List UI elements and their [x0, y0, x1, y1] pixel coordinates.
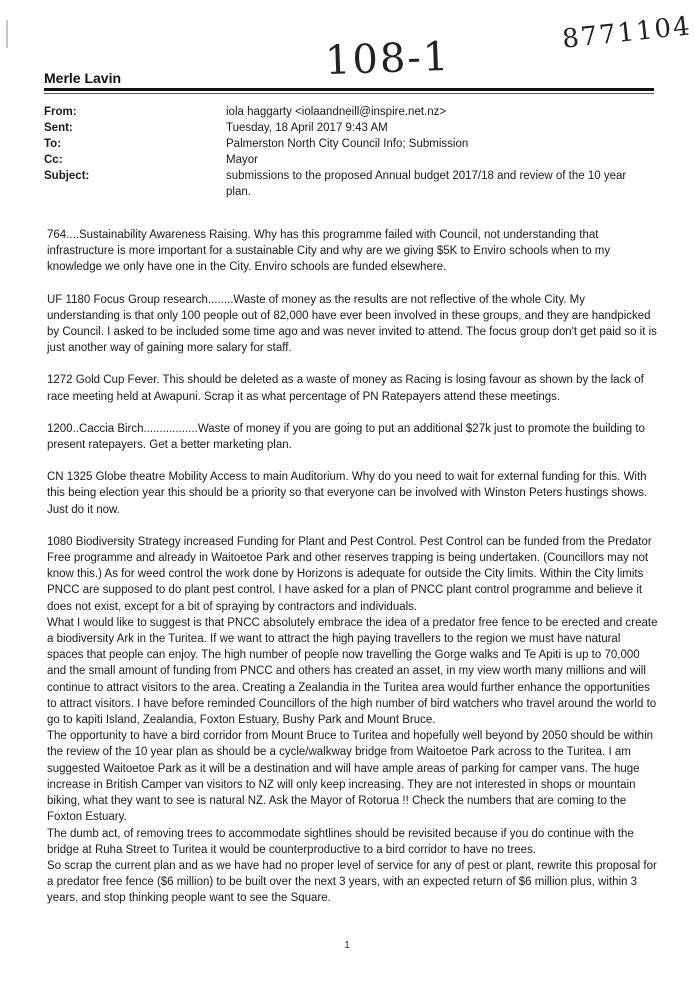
paragraph-gold-cup: 1272 Gold Cup Fever. This should be deleted as a waste of money as Racing is losing favour as shown by the lack of race meeting held at Awapuni. Scrap it as what percentage of PN Ratepayers attend these meetings. — [47, 374, 644, 403]
handwritten-document-id: 8771104 — [560, 11, 694, 55]
paragraph-caccia-birch: 1200..Caccia Birch.................Waste of money if you are going to put an additional $27k just to promote the building to present ratepayers. Get a better marketing plan. — [47, 422, 645, 452]
sent-row — [44, 120, 654, 136]
header-rule-thin — [44, 93, 654, 94]
paragraph-bird-corridor: The opportunity to have a bird corridor from Mount Bruce to Turitea and hopefully well beyond by 2050 should be within the review of the 10 year plan as should be a cycle/walkway bridge from Waitoetoe Park across to the Turitea. I am suggested Waitoetoe Park as it will be a destination and will have ample areas of parking for camper vans. The huge increase in British Camper van visitors to NZ will only keep increasing. They are not interested in shops or mountain biking, what they want to see is natural NZ. Ask the Mayor of Rotorua !! Check the numbers that are coming to the Foxton Estuary. — [47, 730, 654, 824]
scan-artifact — [6, 20, 8, 48]
paragraph-focus-group: UF 1180 Focus Group research........Waste of money as the results are not reflective of the whole City. My understanding is that only 100 people out of 82,000 have ever been involved in these groups, and they are handpicked by Council. I asked to be included some time ago and was never invited to attend. The focus group don't get paid so it is just another way of gaining more salary for staff. — [47, 293, 657, 355]
from-value: iola haggarty <iolaandneill@inspire.net.nz> — [226, 106, 447, 118]
subject-value: submissions to the proposed Annual budget 2017/18 and review of the 10 year plan. — [226, 170, 627, 198]
cc-label: Cc: — [44, 154, 63, 166]
subject-row — [44, 168, 654, 200]
sent-label: Sent: — [44, 122, 73, 134]
cc-value: Mayor — [226, 154, 258, 166]
paragraph-conclusion: So scrap the current plan and as we have had no proper level of service for any of pest or plant, rewrite this proposal for a predator free fence ($6 million) to be built over the next 3 years, with an expected return of $6 million plus, within 3 years, and stop thinking people want to see the Square. — [47, 859, 657, 905]
page-number: 1 — [344, 940, 350, 951]
paragraph-biodiversity: 1080 Biodiversity Strategy increased Funding for Plant and Pest Control. Pest Control can be funded from the Predator Free programme and already in Waitoetoe Park and other reserves trapping is being undertaken. (Councillors may not know this.) As for weed control the work done by Horizons is adequate for outside the City limits. Within the City limits PNCC are supposed to do plant pest control. I have asked for a plan of PNCC plant control programme and believe it does not exist, except for a bit of spraying by contractors and individuals. — [47, 535, 652, 613]
subject-label: Subject: — [44, 170, 90, 182]
header-rule — [44, 88, 654, 91]
email-body — [47, 227, 659, 907]
from-label: From: — [44, 106, 77, 118]
paragraph-sustainability: 764....Sustainability Awareness Raising. Why has this programme failed with Council, not understanding that infrastructure is more important for a sustainable City and why are we giving $5K to Enviro schools when to my knowledge we only have one in the City. Enviro schools are funded elsewhere. — [47, 229, 611, 274]
paragraph-globe-theatre: CN 1325 Globe theatre Mobility Access to main Auditorium. Why do you need to wait for external funding for this. With this being election year this should be a priority so that everyone can be involved with Winston Peters hustings shows. Just do it now. — [47, 471, 648, 516]
paragraph-trees: The dumb act, of removing trees to accommodate sightlines should be revisited because if you do continue with the bridge at Ruha Street to Turitea it would be counterproductive to a bird corridor to have no trees. — [47, 827, 634, 856]
header-name: Merle Lavin — [44, 70, 122, 86]
to-value: Palmerston North City Council Info; Submission — [226, 138, 469, 150]
paragraph-predator-fence: What I would like to suggest is that PNCC absolutely embrace the idea of a predator free fence to be erected and create a biodiversity Ark in the Turitea. If we want to attract the high paying travellers to the region we must have natural spaces that people can enjoy. The high number of people now travelling the Gorge walks and Te Apiti is up to 70,000 and the small amount of funding from PNCC and others has created an asset, in my view worth many millions and will continue to attract visitors to the area. Creating a Zealandia in the Turitea area would further enhance the opportunities to attract visitors. I have before reminded Councillors of the high number of bird watchers who travel around the world to go to kapiti Island, Zealandia, Foxton Estuary, Bushy Park and Mount Bruce. — [47, 616, 658, 727]
from-row — [44, 104, 654, 120]
email-metadata — [44, 104, 654, 200]
sent-value: Tuesday, 18 April 2017 9:43 AM — [226, 122, 388, 134]
cc-row — [44, 152, 654, 168]
to-row — [44, 136, 654, 152]
to-label: To: — [44, 138, 62, 150]
handwritten-reference: 108-1 — [324, 33, 452, 85]
